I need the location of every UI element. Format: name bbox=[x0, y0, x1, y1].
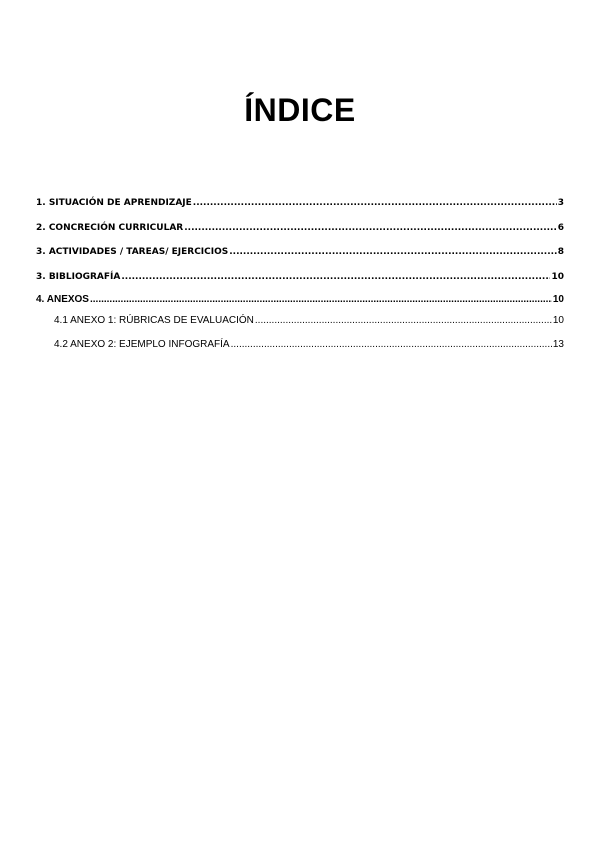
toc-entry-page: 13 bbox=[552, 338, 564, 350]
toc-leader-dots bbox=[184, 221, 557, 235]
toc-leader-dots bbox=[90, 293, 552, 307]
toc-leader-dots bbox=[255, 314, 552, 328]
toc-entry-anexo-1[interactable] bbox=[36, 314, 564, 338]
toc-entry-concrecion[interactable] bbox=[36, 221, 564, 246]
toc-leader-dots bbox=[229, 245, 556, 259]
toc-leader-dots bbox=[193, 196, 557, 210]
toc-entry-label: 3. ACTIVIDADES / TAREAS/ EJERCICIOS bbox=[36, 247, 229, 257]
toc-entry-page: 10 bbox=[551, 271, 564, 282]
toc-leader-dots bbox=[121, 270, 550, 284]
toc-leader-dots bbox=[231, 338, 552, 352]
toc-entry-label: 4.2 ANEXO 2: EJEMPLO INFOGRAFÍA bbox=[54, 338, 230, 350]
toc-entry-label: 1. SITUACIÓN DE APRENDIZAJE bbox=[36, 198, 192, 208]
toc-entry-page: 6 bbox=[557, 222, 564, 233]
toc-entry-bibliografia[interactable] bbox=[36, 270, 564, 293]
toc-entry-label: 4.1 ANEXO 1: RÚBRICAS DE EVALUACIÓN bbox=[54, 314, 254, 326]
toc-entry-situacion[interactable] bbox=[36, 196, 564, 221]
toc-entry-page: 3 bbox=[557, 198, 564, 208]
toc-entry-actividades[interactable] bbox=[36, 245, 564, 270]
page-title: ÍNDICE bbox=[244, 92, 356, 128]
toc-entry-label: 2. CONCRECIÓN CURRICULAR bbox=[36, 222, 184, 233]
table-of-contents bbox=[36, 196, 564, 362]
toc-entry-page: 10 bbox=[552, 293, 564, 305]
toc-entry-label: 3. BIBLIOGRAFÍA bbox=[36, 271, 121, 282]
toc-entry-anexos[interactable] bbox=[36, 293, 564, 314]
toc-entry-anexo-2[interactable] bbox=[36, 338, 564, 362]
toc-entry-page: 10 bbox=[552, 314, 564, 326]
toc-entry-page: 8 bbox=[557, 247, 564, 257]
toc-entry-label: 4. ANEXOS bbox=[36, 293, 89, 305]
